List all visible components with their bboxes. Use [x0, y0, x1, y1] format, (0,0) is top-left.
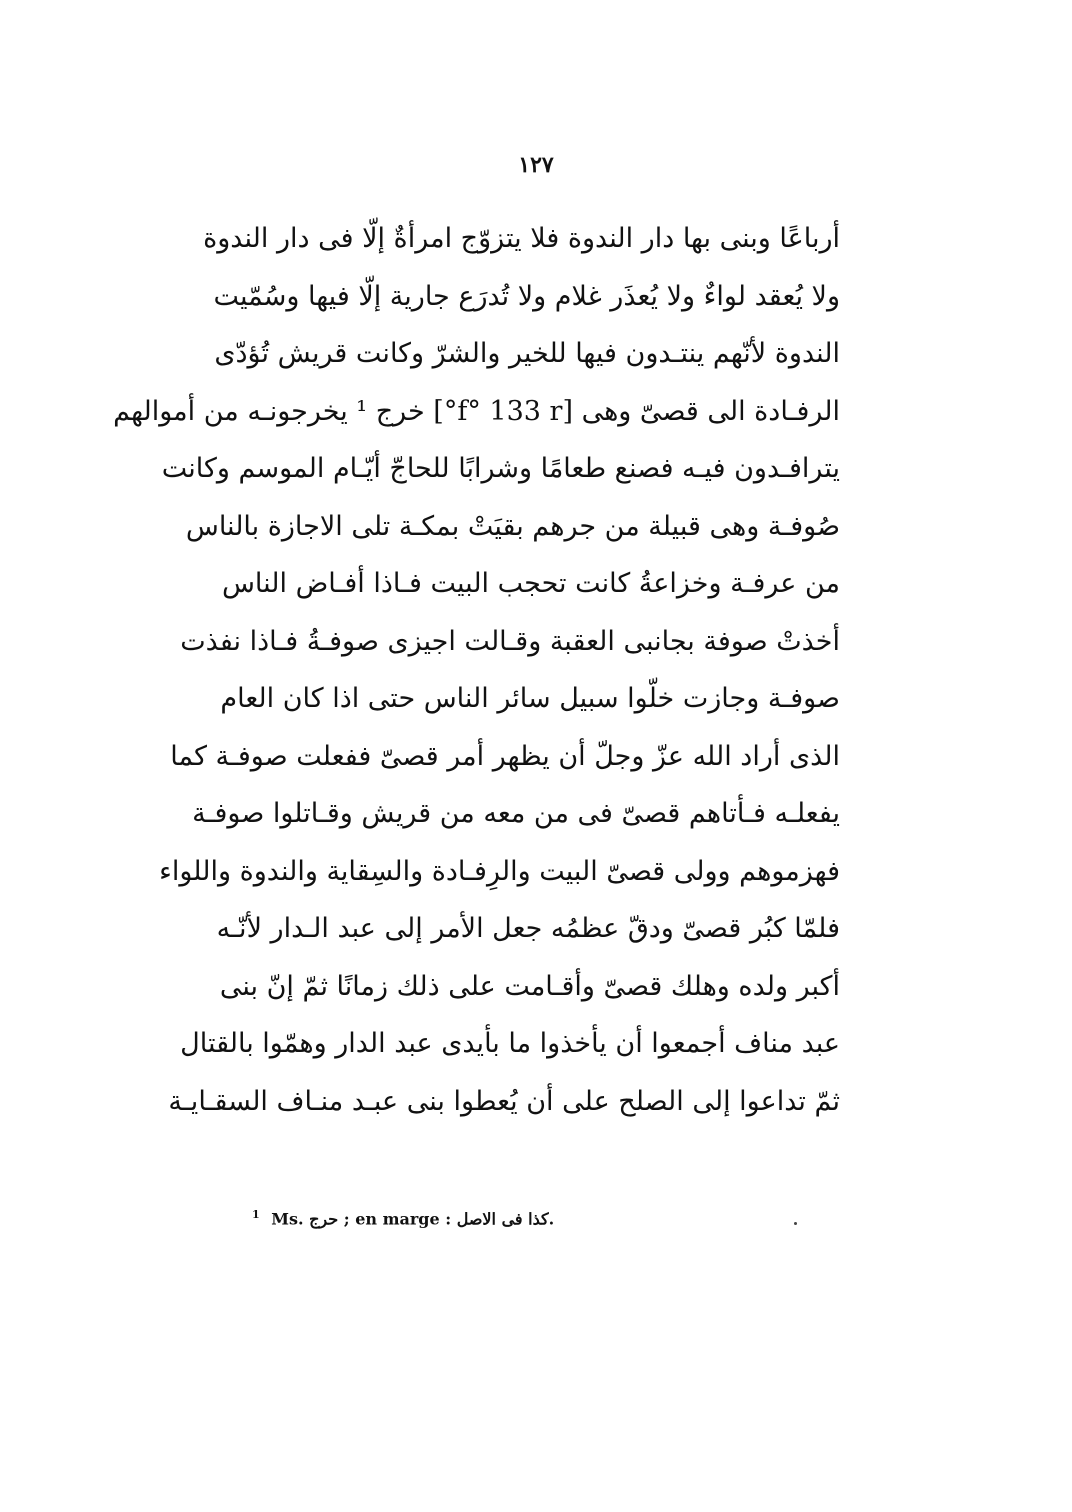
body-text	[113, 210, 840, 1130]
text-line: عبد مناف أجمعوا أن يأخذوا ما بأيدى عبد الدار وهمّوا بالقتال	[180, 1028, 840, 1059]
text-line: الندوة لأنّهم ينتـدون فيها للخير والشرّ وكانت قريش تُؤدّى	[214, 338, 840, 369]
text-line: فهزموهم وولى قصىّ البيت والرِفـادة والسِقاية والندوة واللواء	[159, 855, 840, 887]
footnote	[252, 1208, 612, 1228]
text-line: فلمّا كبُر قصىّ ودقّ عظمُه جعل الأمر إلى عبد الـدار لأنّـه	[216, 913, 840, 944]
text-line: أخذتْ صوفة بجانبى العقبة وقـالت اجيزى صوفـةُ فـاذا نفذت	[180, 625, 840, 657]
text-line: صُوفـة وهى قبيلة من جرهم بقيَتْ بمكـة تلى الاجازة بالناس	[185, 510, 840, 542]
text-line: أرباعًا وبنى بها دار الندوة فلا يتزوّج امرأةٌ إلّا فى دار الندوة	[203, 223, 840, 254]
text-line: يفعلـه فـأتاهم قصىّ فى من معه من قريش وقـاتلوا صوفـة	[192, 798, 840, 829]
text-line: ولا يُعقد لواءٌ ولا يُعذَر غلام ولا تُدرَع جارية إلّا فيها وسُمّيت	[213, 280, 840, 312]
text-line: الرفـادة الى قصىّ وهى [f° 133 r°] خرج ¹ يخرجونـه من أموالهم	[113, 395, 840, 427]
text-line: الذى أراد الله عزّ وجلّ أن يظهر أمر قصىّ ففعلت صوفـة كما	[170, 740, 840, 772]
text-line: من عرفـة وخزاعةُ كانت تحجب البيت فـاذا أفـاض الناس	[221, 568, 840, 599]
text-line: صوفـة وجازت خلّوا سبيل سائر الناس حتى اذا كان العام	[220, 683, 840, 714]
footnote-text: Ms. حرج ; en marge : كذا فى الاصل.	[271, 1209, 555, 1229]
scan-speck	[794, 1222, 797, 1225]
footnote-marker: 1	[252, 1208, 260, 1221]
text-line: أكبر ولده وهلك قصىّ وأقـامت على ذلك زمانًا ثمّ إنّ بنى	[219, 970, 840, 1002]
text-line: يترافـدون فيـه فصنع طعامًا وشرابًا للحاجّ أيّـام الموسم وكانت	[161, 453, 840, 484]
page-number: ١٢٧	[518, 152, 554, 178]
text-line: ثمّ تداعوا إلى الصلح على أن يُعطوا بنى عبـد منـاف السقـايـة	[168, 1085, 840, 1117]
